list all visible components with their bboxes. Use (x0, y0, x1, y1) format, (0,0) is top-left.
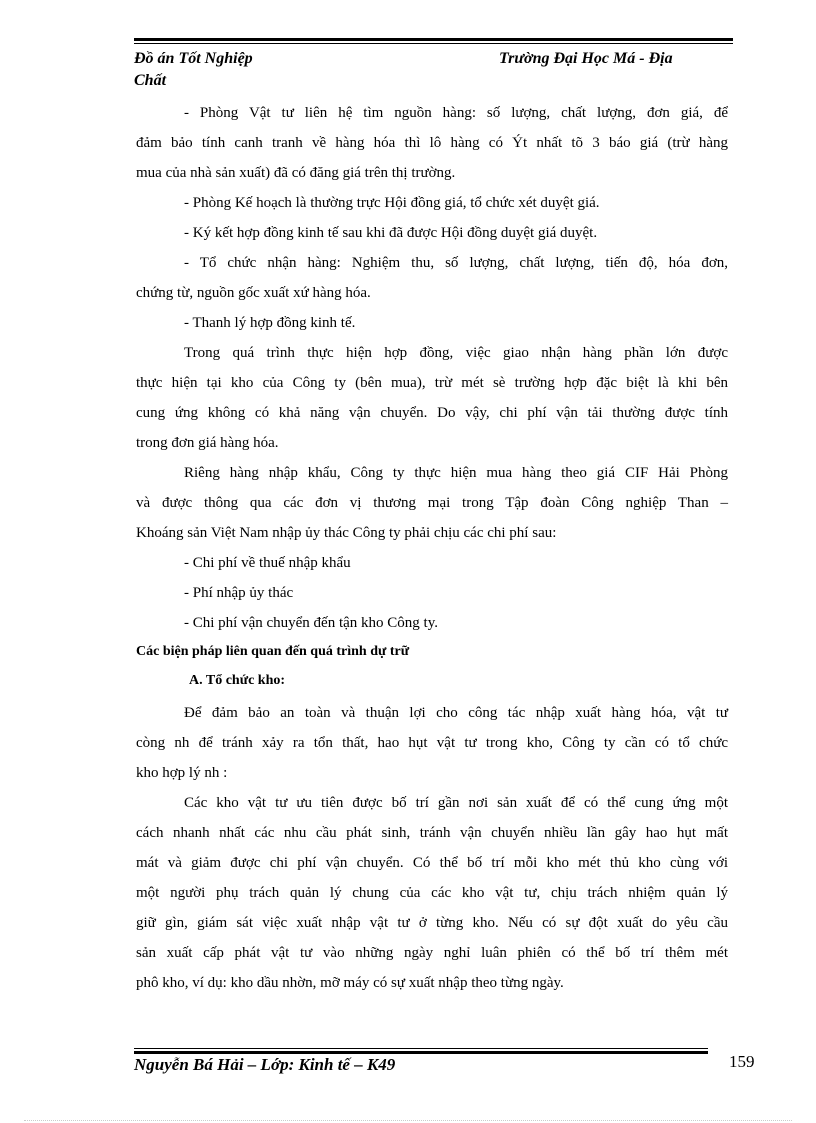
body-line: giữ gìn, giám sát việc xuất nhập vật tư ở từng kho. Nếu có sự đột xuất do yêu cầu (136, 915, 728, 931)
body-line: - Thanh lý hợp đồng kinh tế. (184, 315, 356, 331)
body-line: mát và giảm được chi phí vận chuyển. Có thể bố trí mỗi kho mét thủ kho cùng với (136, 855, 728, 871)
body-line: Khoáng sản Việt Nam nhập ủy thác Công ty phải chịu các chi phí sau: (136, 525, 557, 541)
body-line: mua của nhà sản xuất) đã có đăng giá trên thị trường. (136, 165, 456, 181)
body-line: - Chi phí về thuế nhập khẩu (184, 555, 351, 571)
footer-rule-thin (134, 1048, 708, 1049)
body-line: Riêng hàng nhập khẩu, Công ty thực hiện mua hàng theo giá CIF Hải Phòng (184, 465, 728, 481)
body-line: chứng từ, nguồn gốc xuất xứ hàng hóa. (136, 285, 371, 301)
body-line: và được thông qua các đơn vị thương mại trong Tập đoàn Công nghiệp Than – (136, 495, 728, 511)
body-line: thực hiện tại kho của Công ty (bên mua), trừ mét sè trường hợp đặc biệt là khi bên (136, 375, 728, 391)
header-left-title: Đồ án Tốt Nghiệp (134, 50, 253, 67)
header-rule-thin (134, 43, 733, 44)
body-line: - Tổ chức nhận hàng: Nghiệm thu, số lượng, chất lượng, tiến độ, hóa đơn, (184, 255, 728, 271)
body-line: một người phụ trách quản lý chung của các kho vật tư, chịu trách nhiệm quản lý (136, 885, 728, 901)
body-line: - Phòng Vật tư liên hệ tìm nguồn hàng: số lượng, chất lượng, đơn giá, để (184, 105, 728, 121)
body-line: còng nh để tránh xảy ra tổn thất, hao hụt vật tư trong kho, Công ty cần có tổ chức (136, 735, 728, 751)
body-line: trong đơn giá hàng hóa. (136, 435, 279, 451)
body-line: - Phí nhập ủy thác (184, 585, 294, 601)
body-line: đảm bảo tính canh tranh về hàng hóa thì lô hàng có Ýt nhất tõ 3 báo giá (trừ hàng (136, 135, 728, 151)
body-line: - Phòng Kế hoạch là thường trực Hội đồng giá, tổ chức xét duyệt giá. (184, 195, 600, 211)
body-line: - Chi phí vận chuyển đến tận kho Công ty. (184, 615, 438, 631)
body-line: sản xuất cấp phát vật tư vào những ngày nghỉ luân phiên có thể bố trí thêm mét (136, 945, 728, 961)
page-number: 159 (729, 1052, 755, 1071)
body-line: Để đảm bảo an toàn và thuận lợi cho công tác nhập xuất hàng hóa, vật tư (184, 705, 728, 721)
footer-author: Nguyễn Bá Hải – Lớp: Kinh tế – K49 (134, 1055, 396, 1074)
body-line: Các kho vật tư ưu tiên được bố trí gần nơi sản xuất để có thể cung ứng một (184, 795, 728, 811)
body-line: cách nhanh nhất các nhu cầu phát sinh, tránh vận chuyển nhiều lần gây hao hụt mất (136, 825, 728, 841)
body-line: phô kho, ví dụ: kho dầu nhờn, mỡ máy có sự xuất nhập theo từng ngày. (136, 975, 564, 991)
section-heading: Các biện pháp liên quan đến quá trình dự trữ (136, 644, 410, 659)
header-rule (134, 38, 733, 41)
page-edge-divider (24, 1120, 792, 1121)
body-line: Trong quá trình thực hiện hợp đồng, việc giao nhận hàng phần lớn được (184, 345, 728, 361)
body-line: kho hợp lý nh : (136, 765, 228, 781)
header-right-title: Trường Đại Học Má - Địa (499, 50, 673, 67)
header-left-continuation: Chất (134, 72, 167, 89)
subsection-heading: A. Tổ chức kho: (189, 673, 286, 688)
footer-rule (134, 1051, 708, 1054)
body-line: - Ký kết hợp đồng kinh tế sau khi đã được Hội đồng duyệt giá duyệt. (184, 225, 598, 241)
body-line: cung ứng không có khả năng vận chuyển. Do vậy, chi phí vận tải thường được tính (136, 405, 728, 421)
